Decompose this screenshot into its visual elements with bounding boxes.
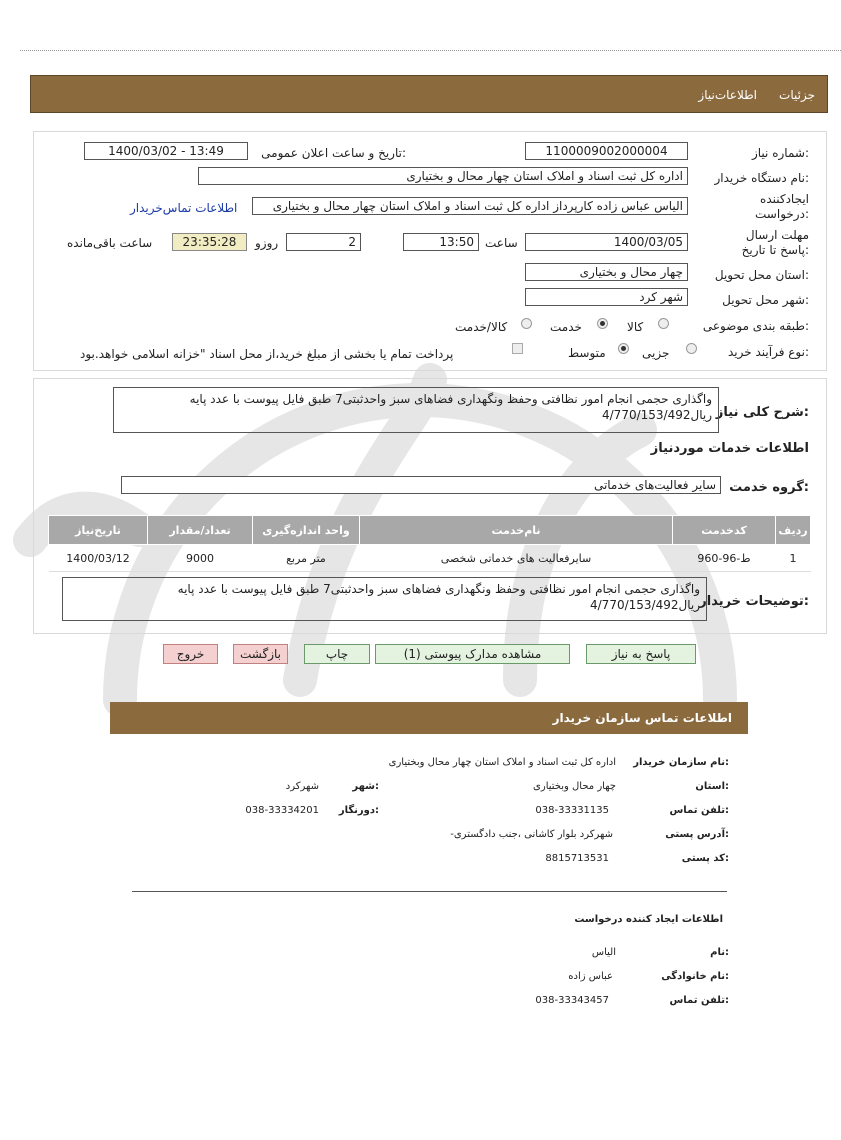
reply-button[interactable]: پاسخ به نیاز (586, 644, 696, 664)
exit-button[interactable]: خروج (163, 644, 218, 664)
cell-need-date: 1400/03/12 (49, 545, 148, 572)
contact-province-label: استان: (695, 781, 729, 792)
col-service-name: نام‌خدمت (360, 516, 673, 545)
city-label: شهر محل تحویل: (722, 293, 809, 307)
creator-name-label: نام: (710, 947, 729, 958)
city-field: شهر کرد (525, 288, 688, 306)
col-need-date: تاریخ‌نیاز (49, 516, 148, 545)
process-medium-label: متوسط (568, 346, 606, 360)
contact-divider (132, 891, 727, 892)
days-field: 2 (286, 233, 361, 251)
process-medium-radio[interactable] (618, 343, 629, 354)
contact-city-label: شهر: (352, 781, 379, 792)
tab-details[interactable]: جزئیات (779, 88, 815, 102)
services-table (48, 515, 811, 572)
announce-label: تاریخ و ساعت اعلان عمومی: (261, 146, 406, 160)
phone-value: 038-33331135 (535, 805, 609, 816)
summary-label: شرح کلی نیاز: (715, 405, 809, 420)
cell-service-code: ط-96-960 (673, 545, 776, 572)
deadline-time-field: 13:50 (403, 233, 479, 251)
creator-field: الیاس عباس زاده کارپرداز اداره کل ثبت اسناد و املاک استان چهار محال و بختیاری (252, 197, 688, 215)
address-label: آدرس پستی: (665, 829, 729, 840)
category-goods-label: کالا (627, 320, 644, 334)
announce-field: 1400/03/02 - 13:49 (84, 142, 248, 160)
treasury-payment-checkbox[interactable] (512, 343, 523, 354)
postal-value: 8815713531 (545, 853, 609, 864)
need-number-field: 1100009002000004 (525, 142, 688, 160)
services-title: اطلاعات خدمات موردنیاز (650, 441, 809, 456)
fax-label: دورنگار: (338, 805, 379, 816)
buyer-notes-label: توضیحات خریدار: (699, 594, 809, 609)
buyer-org-field: اداره کل ثبت اسناد و املاک استان چهار محال و بختیاری (198, 167, 688, 185)
back-button[interactable]: بازگشت (233, 644, 288, 664)
process-minor-radio[interactable] (686, 343, 697, 354)
top-divider (20, 50, 841, 51)
process-label: نوع فرآیند خرید: (727, 345, 809, 359)
remaining-time-field: 23:35:28 (172, 233, 247, 251)
phone-label: تلفن تماس: (669, 805, 729, 816)
province-label: استان محل تحویل: (714, 268, 809, 282)
postal-label: کد پستی: (681, 853, 729, 864)
category-both-label: کالا/خدمت (455, 320, 508, 334)
contact-city-value: شهرکرد (285, 781, 319, 792)
category-goods-radio[interactable] (658, 318, 669, 329)
buyer-notes-text: واگذاری حجمی انجام امور نظافتی وحفظ ونگهداری فضاهای سبز واحدثبتی7 طبق فایل پیوست با عدد پایه ریال4/770/153/492 (62, 577, 707, 621)
summary-text: واگذاری حجمی انجام امور نظافتی وحفظ ونگهداری فضاهای سبز واحدثبتی7 طبق فایل پیوست با عدد پایه ریال4/770/153/492 (113, 387, 719, 433)
deadline-label: مهلت ارسال پاسخ تا تاریخ: (741, 228, 809, 257)
category-service-label: خدمت (550, 320, 582, 334)
print-button[interactable]: چاپ (304, 644, 370, 664)
category-both-radio[interactable] (521, 318, 532, 329)
contact-header (110, 702, 748, 734)
category-label: طبقه بندی موضوعی: (702, 319, 809, 333)
address-value: -شهرکرد بلوار کاشانی ،جنب دادگستری (450, 829, 613, 840)
need-number-label: شماره نیاز: (751, 146, 809, 160)
buyer-org-label: نام دستگاه خریدار: (714, 171, 809, 185)
buyer-contact-link[interactable]: اطلاعات تماس‌خریدار (130, 201, 238, 215)
time-label: ساعت (485, 236, 518, 250)
creator-name-value: الیاس (591, 947, 616, 958)
org-value: اداره کل ثبت اسناد و املاک استان چهار محال وبختیاری (388, 757, 616, 768)
creator-label: ایجادکننده درخواست: (755, 192, 809, 221)
col-service-code: کدخدمت (673, 516, 776, 545)
cell-service-name: سایرفعالیت های خدماتی شخصی (360, 545, 673, 572)
service-group-label: گروه خدمت: (729, 480, 809, 495)
category-service-radio[interactable] (597, 318, 608, 329)
deadline-date-field: 1400/03/05 (525, 233, 688, 251)
contact-province-value: چهار محال وبختیاری (533, 781, 616, 792)
table-row (49, 545, 811, 572)
days-label: روزو (255, 236, 279, 250)
org-label: نام سازمان خریدار: (633, 757, 729, 768)
creator-family-label: نام خانوادگی: (661, 971, 729, 982)
cell-quantity: 9000 (148, 545, 253, 572)
creator-info-title: اطلاعات ایجاد کننده درخواست (574, 914, 723, 925)
treasury-payment-note: پرداخت تمام یا بخشی از مبلغ خرید،از محل اسناد "خزانه اسلامی خواهد.بود (80, 347, 454, 361)
page-header (30, 75, 828, 113)
service-group-field: سایر فعالیت‌های خدماتی (121, 476, 721, 494)
col-quantity: تعداد/مقدار (148, 516, 253, 545)
col-row: ردیف (776, 516, 811, 545)
cell-row: 1 (776, 545, 811, 572)
table-header-row (49, 516, 811, 545)
attachments-button[interactable]: مشاهده مدارک پیوستی (1) (375, 644, 570, 664)
creator-phone-label: تلفن تماس: (669, 995, 729, 1006)
cell-unit: متر مربع (253, 545, 360, 572)
process-minor-label: جزیی (642, 346, 670, 360)
col-unit: واحد اندازه‌گیری (253, 516, 360, 545)
remaining-label: ساعت باقی‌مانده (67, 236, 153, 250)
creator-family-value: عباس زاده (568, 971, 613, 982)
tab-need-info[interactable]: اطلاعات‌نیاز (698, 88, 757, 102)
contact-title: اطلاعات تماس سازمان خریدار (552, 711, 732, 725)
province-field: چهار محال و بختیاری (525, 263, 688, 281)
fax-value: 038-33334201 (245, 805, 319, 816)
creator-phone-value: 038-33343457 (535, 995, 609, 1006)
